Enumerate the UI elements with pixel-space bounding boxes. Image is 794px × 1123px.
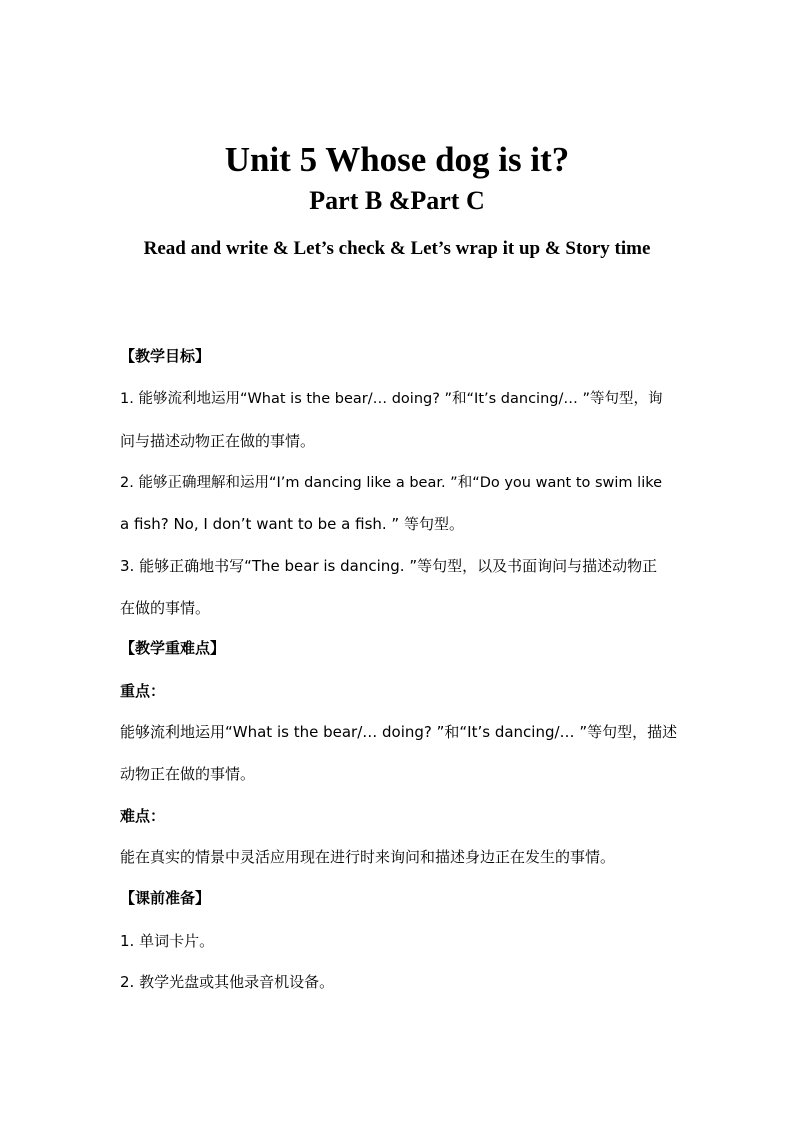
- document-subtitle: Part B &Part C: [309, 186, 485, 215]
- objective-line: 1. 能够流利地运用“What is the bear/… doing? ”和“It’s dancing/… ”等句型，询: [120, 391, 663, 407]
- focus-line: 能够流利地运用“What is the bear/… doing? ”和“It’s dancing/… ”等句型，描述: [120, 723, 678, 741]
- objective-line: 3. 能够正确地书写“The bear is dancing. ”等句型，以及书面询问与描述动物正: [120, 557, 658, 575]
- preparation-line: 1. 单词卡片。: [120, 932, 215, 950]
- focus-label: 重点：: [120, 682, 166, 700]
- difficulty-label: 难点：: [120, 807, 166, 825]
- focus-line: 动物正在做的事情。: [120, 765, 256, 783]
- objective-line: a fish? No, I don’t want to be a fish. ” 等句型。: [120, 515, 464, 533]
- objective-line: 在做的事情。: [120, 599, 211, 617]
- objective-line: 问与描述动物正在做的事情。: [120, 432, 316, 450]
- document-title: Unit 5 Whose dog is it?: [224, 140, 570, 179]
- difficulty-line: 能在真实的情景中灵活应用现在进行时来询问和描述身边正在发生的事情。: [120, 848, 616, 866]
- objectives-heading: 【教学目标】: [120, 347, 211, 365]
- preparation-line: 2. 教学光盘或其他录音机设备。: [120, 973, 335, 991]
- lesson-parts-heading: Read and write & Let’s check & Let’s wrap it up & Story time: [143, 238, 651, 259]
- preparation-heading: 【课前准备】: [120, 889, 211, 907]
- objective-line: 2. 能够正确理解和运用“I’m dancing like a bear. ”和“Do you want to swim like: [120, 475, 663, 491]
- key-points-heading: 【教学重难点】: [120, 639, 226, 657]
